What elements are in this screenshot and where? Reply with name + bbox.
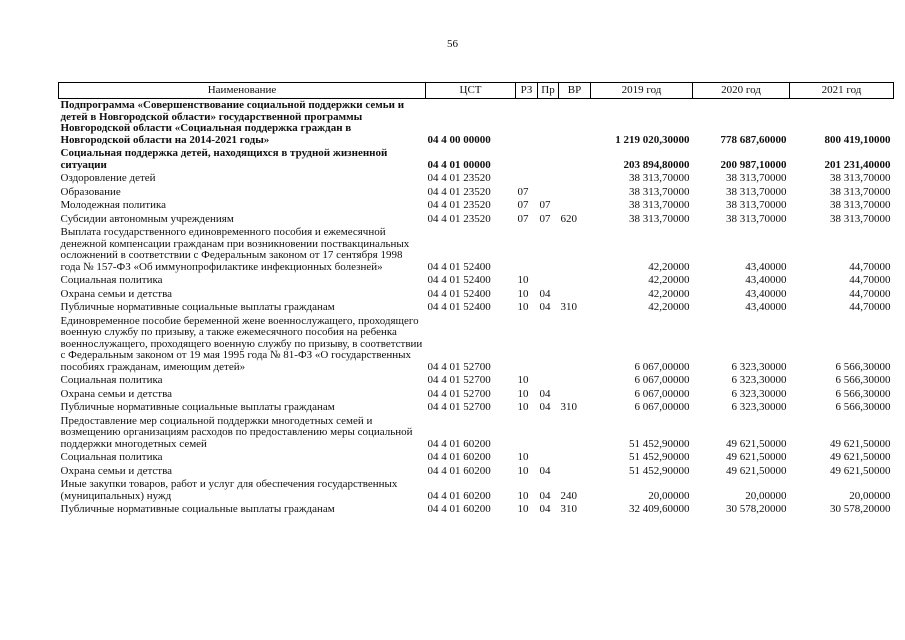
table-header-row <box>59 83 894 99</box>
amount-2019: 20,00000 <box>648 489 690 502</box>
table-row <box>59 451 894 465</box>
vr-cell: 310 <box>560 503 577 515</box>
table-row <box>59 186 894 200</box>
amount-2019: 51 452,90000 <box>629 464 690 477</box>
amount-2019: 42,20000 <box>648 287 690 300</box>
amount-2020: 43,40000 <box>745 274 787 286</box>
row-name: Публичные нормативные социальные выплаты гражданам <box>60 301 335 313</box>
amount-2019: 6 067,00000 <box>634 387 690 400</box>
amount-2021: 30 578,20000 <box>830 503 891 515</box>
rz-cell: 10 <box>517 401 529 413</box>
rz-cell <box>516 172 538 186</box>
amount-2019: 38 313,70000 <box>629 185 690 198</box>
amount-2020: 43,40000 <box>745 287 787 300</box>
amount-2020: 6 323,30000 <box>731 374 787 386</box>
cst-cell: 04 4 01 52700 <box>427 401 491 413</box>
amount-2020: 200 987,10000 <box>720 158 787 171</box>
vr-cell <box>559 199 591 213</box>
amount-2021: 6 566,30000 <box>835 360 891 373</box>
row-name: Предоставление мер социальной поддержки многодетных семей и возмещению организациям расходов по предоставлению меры социальной поддержки многодетных семей <box>60 414 413 450</box>
row-name: Охрана семьи и детства <box>60 287 173 300</box>
amount-2019: 42,20000 <box>648 260 690 273</box>
amount-2019: 42,20000 <box>648 274 690 286</box>
rz-cell <box>516 315 538 375</box>
rz-cell: 07 <box>517 212 529 225</box>
amount-2020: 20,00000 <box>745 489 787 502</box>
table-row <box>59 374 894 388</box>
table-row <box>59 388 894 402</box>
pr-cell: 04 <box>539 489 551 502</box>
table-row <box>59 147 894 172</box>
vr-cell: 620 <box>560 212 577 225</box>
vr-cell <box>559 374 591 388</box>
rz-cell: 10 <box>517 489 529 502</box>
row-name: Охрана семьи и детства <box>60 464 173 477</box>
rz-cell: 10 <box>517 387 529 400</box>
budget-table <box>58 82 894 517</box>
cst-cell: 04 4 00 00000 <box>427 133 491 146</box>
vr-cell: 310 <box>560 401 577 413</box>
vr-cell <box>559 274 591 288</box>
pr-cell <box>538 99 559 148</box>
row-name: Выплата государственного единовременного пособия и ежемесячной денежной компенсации гражданам при возникновении поствакцинальных осложнений в соответствии с Федеральным законом от 17 сентября 1998 года № 157-ФЗ «Об иммунопрофилактике инфекционных болезней» <box>60 226 410 273</box>
cst-cell: 04 4 01 52400 <box>427 260 491 273</box>
vr-cell <box>559 186 591 200</box>
row-name: Единовременное пособие беременной жене военнослужащего, проходящего военную службу по призыву, а также ежемесячного пособия на ребенка военнослужащего, проходящего военную службу по призыву, в соответствии с Федеральным законом от 19 мая 1995 года № 81-ФЗ «О государственных пособиях гражданам, имеющим детей» <box>60 314 423 373</box>
vr-cell: 240 <box>560 489 577 502</box>
pr-cell <box>538 172 559 186</box>
rz-cell: 10 <box>517 464 529 477</box>
amount-2019: 6 067,00000 <box>634 360 690 373</box>
row-name: Социальная политика <box>60 374 163 386</box>
pr-cell: 04 <box>539 387 551 400</box>
cst-cell: 04 4 01 23520 <box>427 199 491 211</box>
cst-cell: 04 4 01 23520 <box>427 212 491 225</box>
amount-2019: 32 409,60000 <box>629 503 690 515</box>
amount-2020: 49 621,50000 <box>726 464 787 477</box>
vr-cell <box>559 388 591 402</box>
pr-cell <box>538 374 559 388</box>
cst-cell: 04 4 01 23520 <box>427 172 491 184</box>
amount-2020: 6 323,30000 <box>731 360 787 373</box>
pr-cell <box>538 451 559 465</box>
vr-cell: 310 <box>560 301 577 313</box>
cst-cell: 04 4 01 52400 <box>427 287 491 300</box>
amount-2020: 30 578,20000 <box>726 503 787 515</box>
table-row <box>59 465 894 479</box>
table-row <box>59 315 894 375</box>
pr-cell: 04 <box>539 401 551 413</box>
table-row <box>59 301 894 315</box>
vr-cell <box>559 465 591 479</box>
header-2021: 2021 год <box>790 83 894 99</box>
table-row <box>59 415 894 452</box>
amount-2021: 44,70000 <box>849 274 891 286</box>
rz-cell: 07 <box>517 185 529 198</box>
amount-2019: 38 313,70000 <box>629 172 690 184</box>
amount-2021: 38 313,70000 <box>830 199 891 211</box>
amount-2020: 38 313,70000 <box>726 212 787 225</box>
amount-2019: 51 452,90000 <box>629 437 690 450</box>
cst-cell: 04 4 01 52700 <box>427 360 491 373</box>
amount-2019: 38 313,70000 <box>629 199 690 211</box>
rz-cell: 10 <box>517 287 529 300</box>
amount-2019: 6 067,00000 <box>634 401 690 413</box>
cst-cell: 04 4 01 00000 <box>427 158 491 171</box>
table-row <box>59 503 894 517</box>
pr-cell <box>538 315 559 375</box>
cst-cell: 04 4 01 52700 <box>427 374 491 386</box>
vr-cell <box>559 315 591 375</box>
row-name: Оздоровление детей <box>60 172 156 184</box>
page-number: 56 <box>447 38 458 50</box>
pr-cell <box>538 186 559 200</box>
table-row <box>59 401 894 415</box>
amount-2020: 43,40000 <box>745 260 787 273</box>
header-2019: 2019 год <box>591 83 693 99</box>
rz-cell <box>516 415 538 452</box>
pr-cell: 04 <box>539 287 551 300</box>
row-name: Социальная политика <box>60 451 163 463</box>
amount-2021: 20,00000 <box>849 489 891 502</box>
row-name: Иные закупки товаров, работ и услуг для обеспечения государственных (муниципальных) нужд <box>60 478 398 502</box>
rz-cell <box>516 99 538 148</box>
amount-2021: 201 231,40000 <box>824 158 891 171</box>
table-row <box>59 172 894 186</box>
rz-cell: 10 <box>517 451 529 463</box>
vr-cell <box>559 288 591 302</box>
pr-cell: 04 <box>539 503 551 515</box>
amount-2020: 49 621,50000 <box>726 437 787 450</box>
amount-2019: 38 313,70000 <box>629 212 690 225</box>
row-name: Молодежная политика <box>60 199 167 211</box>
table-row <box>59 226 894 274</box>
amount-2020: 43,40000 <box>745 301 787 313</box>
rz-cell: 10 <box>517 503 529 515</box>
pr-cell: 07 <box>539 199 551 211</box>
cst-cell: 04 4 01 60200 <box>427 464 491 477</box>
row-name: Социальная поддержка детей, находящихся в трудной жизненной ситуации <box>60 147 388 171</box>
amount-2021: 49 621,50000 <box>830 437 891 450</box>
row-name: Социальная политика <box>60 274 163 286</box>
pr-cell <box>538 147 559 172</box>
cst-cell: 04 4 01 60200 <box>427 503 491 515</box>
table-row <box>59 274 894 288</box>
amount-2021: 6 566,30000 <box>835 401 891 413</box>
amount-2019: 1 219 020,30000 <box>615 133 690 146</box>
table-row <box>59 478 894 503</box>
amount-2020: 38 313,70000 <box>726 199 787 211</box>
amount-2021: 6 566,30000 <box>835 374 891 386</box>
vr-cell <box>559 147 591 172</box>
vr-cell <box>559 451 591 465</box>
amount-2021: 44,70000 <box>849 260 891 273</box>
cst-cell: 04 4 01 60200 <box>427 489 491 502</box>
amount-2021: 800 419,10000 <box>824 133 891 146</box>
table-row <box>59 288 894 302</box>
amount-2021: 49 621,50000 <box>830 464 891 477</box>
rz-cell <box>516 226 538 274</box>
table-body <box>59 99 894 517</box>
amount-2021: 38 313,70000 <box>830 185 891 198</box>
row-name: Публичные нормативные социальные выплаты гражданам <box>60 401 335 413</box>
table-row <box>59 99 894 148</box>
rz-cell: 10 <box>517 301 529 313</box>
cst-cell: 04 4 01 23520 <box>427 185 491 198</box>
amount-2020: 38 313,70000 <box>726 172 787 184</box>
table-row <box>59 199 894 213</box>
pr-cell <box>538 415 559 452</box>
rz-cell: 10 <box>517 274 529 286</box>
vr-cell <box>559 226 591 274</box>
pr-cell: 07 <box>539 212 551 225</box>
header-cst: ЦСТ <box>426 83 516 99</box>
amount-2020: 49 621,50000 <box>726 451 787 463</box>
row-name: Публичные нормативные социальные выплаты гражданам <box>60 503 335 515</box>
vr-cell <box>559 415 591 452</box>
table-row <box>59 213 894 227</box>
header-rz: РЗ <box>516 83 538 99</box>
amount-2019: 6 067,00000 <box>634 374 690 386</box>
amount-2019: 203 894,80000 <box>623 158 690 171</box>
header-2020: 2020 год <box>693 83 790 99</box>
pr-cell <box>538 274 559 288</box>
amount-2021: 38 313,70000 <box>830 172 891 184</box>
row-name: Субсидии автономным учреждениям <box>60 212 234 225</box>
amount-2021: 6 566,30000 <box>835 387 891 400</box>
cst-cell: 04 4 01 52400 <box>427 274 491 286</box>
header-pr: Пр <box>538 83 559 99</box>
row-name: Образование <box>60 185 121 198</box>
amount-2021: 38 313,70000 <box>830 212 891 225</box>
pr-cell <box>538 226 559 274</box>
cst-cell: 04 4 01 60200 <box>427 437 491 450</box>
row-name: Охрана семьи и детства <box>60 387 173 400</box>
vr-cell <box>559 99 591 148</box>
pr-cell: 04 <box>539 301 551 313</box>
amount-2020: 6 323,30000 <box>731 387 787 400</box>
cst-cell: 04 4 01 60200 <box>427 451 491 463</box>
amount-2020: 778 687,60000 <box>720 133 787 146</box>
rz-cell: 10 <box>517 374 529 386</box>
amount-2021: 44,70000 <box>849 287 891 300</box>
amount-2020: 6 323,30000 <box>731 401 787 413</box>
pr-cell: 04 <box>539 464 551 477</box>
cst-cell: 04 4 01 52400 <box>427 301 491 313</box>
header-name: Наименование <box>59 83 426 99</box>
header-vr: ВР <box>559 83 591 99</box>
amount-2021: 44,70000 <box>849 301 891 313</box>
vr-cell <box>559 172 591 186</box>
rz-cell: 07 <box>517 199 529 211</box>
amount-2019: 42,20000 <box>648 301 690 313</box>
amount-2021: 49 621,50000 <box>830 451 891 463</box>
amount-2019: 51 452,90000 <box>629 451 690 463</box>
amount-2020: 38 313,70000 <box>726 185 787 198</box>
rz-cell <box>516 147 538 172</box>
row-name: Подпрограмма «Совершенствование социальной поддержки семьи и детей в Новгородской области» государственной программы Новгородской области «Социальная поддержка граждан в Новгородской области на 2014-2021 годы» <box>60 99 405 146</box>
cst-cell: 04 4 01 52700 <box>427 387 491 400</box>
